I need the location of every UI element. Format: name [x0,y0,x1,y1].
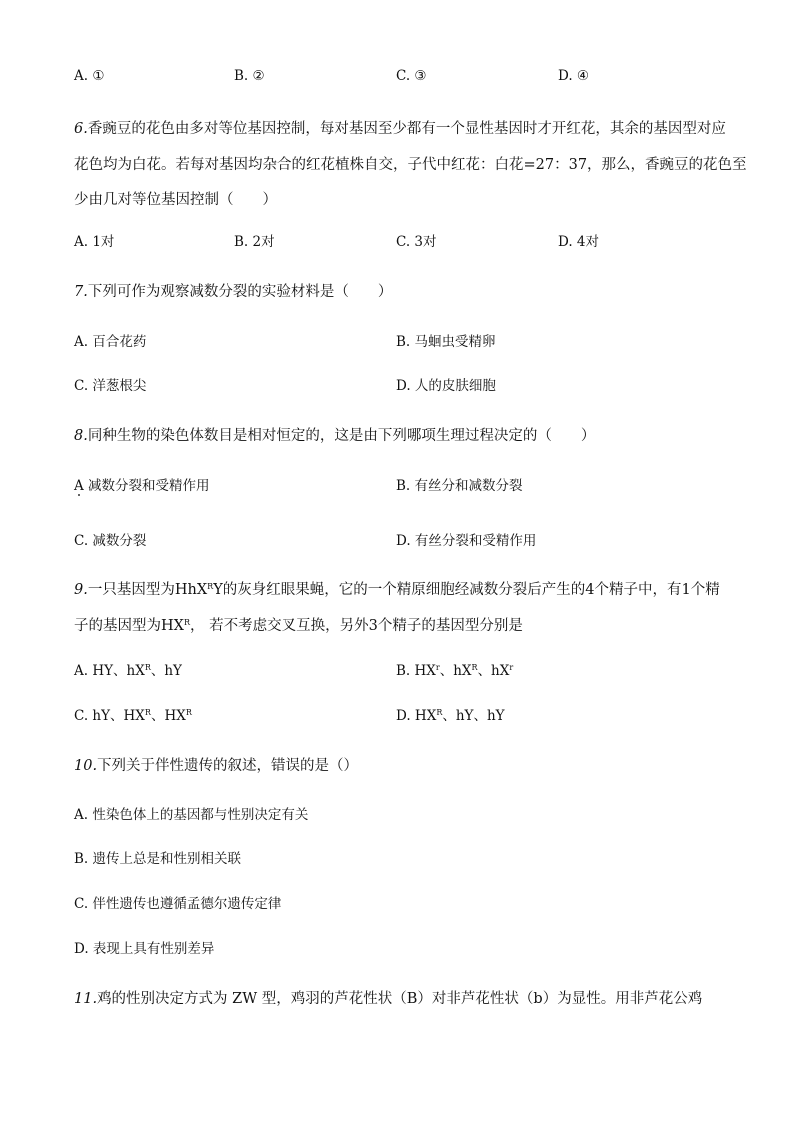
q9-c-part: C. hY、HX [74,708,145,724]
q9-d-part: D. HX [396,708,437,724]
q9-option-b[interactable] [396,659,513,679]
q9-option-a[interactable] [74,659,182,679]
q9-c-sup: R [144,708,151,717]
q6-option-d[interactable]: D. 4对 [558,234,600,250]
q8-option-b[interactable]: B. 有丝分和减数分裂 [396,478,523,494]
q10-option-d[interactable]: D. 表现上具有性别差异 [74,941,215,957]
q9-b-sup: R [471,663,478,672]
q6-line-2: 花色均为白花。若每对基因均杂合的红花植株自交，子代中红花：白花=27：37，那么，香豌豆的花色至 [74,157,747,173]
q9-d-sup: R [436,708,443,717]
q9-option-c[interactable] [74,704,192,724]
q7-option-d[interactable]: D. 人的皮肤细胞 [396,378,496,394]
q7-line [74,280,392,301]
q7-option-a[interactable]: A. 百合花药 [74,334,147,350]
q10-option-b[interactable]: B. 遗传上总是和性别相关联 [74,851,242,867]
stray-dot [78,494,80,496]
q7-option-b[interactable]: B. 马蛔虫受精卵 [396,334,496,350]
q10-option-a[interactable]: A. 性染色体上的基因都与性别决定有关 [74,807,309,823]
q9-a-sup: R [144,663,151,672]
q6-option-b[interactable]: B. 2对 [234,234,275,250]
q9-line-1 [74,578,720,599]
q11-line [74,987,702,1008]
q5-option-c[interactable]: C. ③ [396,68,427,84]
q5-option-d[interactable]: D. ④ [558,68,590,84]
q9-b-part: 、hX [477,663,510,679]
q9-b-sup: r [509,663,514,672]
q10-option-c[interactable]: C. 伴性遗传也遵循孟德尔遗传定律 [74,896,282,912]
q9-c-part: 、HX [150,708,186,724]
q8-option-d[interactable]: D. 有丝分裂和受精作用 [396,533,537,549]
q6-option-c[interactable]: C. 3对 [396,234,437,250]
q9-sup-2: R [183,618,190,627]
q10-number: 10. [74,758,98,774]
q9-option-d[interactable] [396,704,505,724]
q8-option-a[interactable]: A 减数分裂和受精作用 [74,478,210,494]
q6-text-1: 香豌豆的花色由多对等位基因控制，每对基因至少都有一个显性基因时才开红花，其余的基因型对应 [87,121,726,137]
q9-text-2b: ， 若不考虑交叉互换，另外3个精子的基因型分别是 [190,618,523,634]
q7-option-c[interactable]: C. 洋葱根尖 [74,378,147,394]
q9-b-part: 、hX [439,663,472,679]
q9-c-sup: R [185,708,192,717]
q5-option-b[interactable]: B. ② [234,68,265,84]
q9-d-part: 、hY、hY [442,708,505,724]
q7-text: 下列可作为观察减数分裂的实验材料是（ ） [87,284,393,300]
q7-number: 7. [74,284,88,300]
q11-text: 鸡的性别决定方式为 ZW 型，鸡羽的芦花性状（B）对非芦花性状（b）为显性。用非芦花公鸡 [97,991,703,1007]
q10-text: 下列关于伴性遗传的叙述，错误的是（） [97,758,359,774]
q9-a-part: 、hY [150,663,182,679]
q9-b-sup: r [435,663,440,672]
q8-number: 8. [74,428,88,444]
q8-text: 同种生物的染色体数目是相对恒定的，这是由下列哪项生理过程决定的（ ） [87,428,596,444]
q9-a-part: A. HY、hX [74,663,145,679]
q9-text-1a: 一只基因型为HhX [87,582,208,598]
q6-number: 6. [74,121,88,137]
q11-number: 11. [74,991,98,1007]
q10-line [74,754,358,775]
q8-option-c[interactable]: C. 减数分裂 [74,533,147,549]
q9-b-part: B. HX [396,663,436,679]
q6-option-a[interactable]: A. 1对 [74,234,115,250]
q9-sup-1: R [207,582,214,591]
q9-number: 9. [74,582,88,598]
q5-option-a[interactable]: A. ① [74,68,105,84]
q6-line-1 [74,117,726,138]
q6-line-3: 少由几对等位基因控制（ ） [74,192,277,208]
q8-line [74,424,595,445]
q9-line-2 [74,614,523,635]
q9-text-2a: 子的基因型为HX [74,618,184,634]
q9-text-1b: Y的灰身红眼果蝇，它的一个精原细胞经减数分裂后产生的4个精子中，有1个精 [213,582,720,598]
